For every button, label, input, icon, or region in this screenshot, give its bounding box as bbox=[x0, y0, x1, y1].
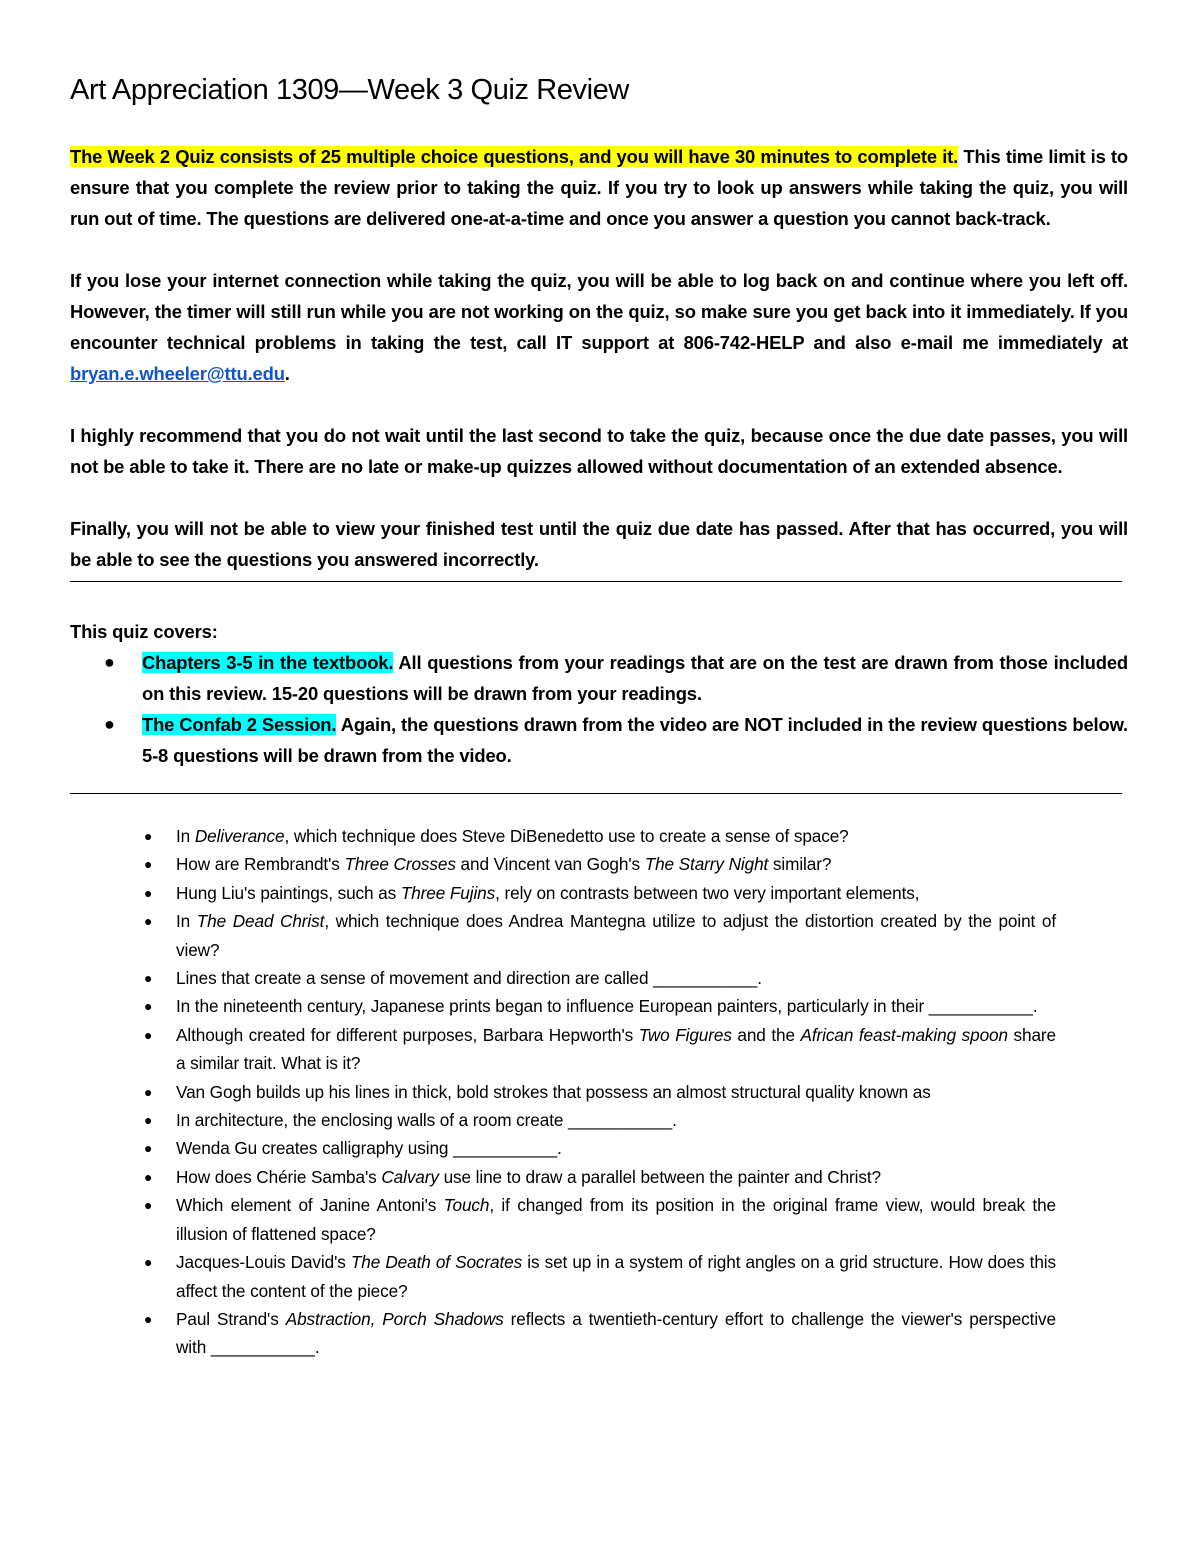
bullet-icon: ● bbox=[144, 970, 153, 987]
highlighted-sentence: The Week 2 Quiz consists of 25 multiple choice questions, and you will have 30 minutes to complete it. bbox=[70, 146, 959, 167]
question-text: Jacques-Louis David's bbox=[176, 1252, 351, 1273]
question-text: reflects a twentieth-century effort to challenge the viewer's perspective with ___________. bbox=[176, 1308, 1057, 1358]
question-text: In bbox=[176, 911, 197, 932]
bullet-icon: ● bbox=[144, 1140, 153, 1157]
question-text: Van Gogh builds up his lines in thick, bold strokes that possess an almost structural quality known as bbox=[176, 1081, 931, 1102]
bullet-icon: ● bbox=[144, 828, 153, 844]
question-text: In bbox=[176, 826, 195, 846]
question-item bbox=[70, 1134, 1056, 1162]
question-text: is set up in a system of right angles on a grid structure. How does this affect the content of the piece? bbox=[176, 1252, 1057, 1301]
bullet-icon: ● bbox=[144, 1197, 153, 1214]
artwork-title: The Death of Socrates bbox=[350, 1252, 523, 1273]
question-item bbox=[70, 1106, 1056, 1134]
question-item bbox=[70, 1248, 1056, 1305]
covers-item bbox=[70, 647, 1128, 709]
bullet-icon: ● bbox=[144, 856, 153, 873]
bullet-icon: ● bbox=[144, 1083, 153, 1100]
question-list bbox=[70, 822, 1128, 1362]
question-item bbox=[70, 907, 1056, 964]
question-text: , which technique does Steve DiBenedetto use to create a sense of space? bbox=[284, 826, 849, 846]
question-text: share a similar trait. What is it? bbox=[176, 1024, 1057, 1074]
covers-list bbox=[70, 647, 1128, 771]
question-item bbox=[70, 1191, 1056, 1248]
bullet-icon: ● bbox=[104, 714, 115, 734]
divider bbox=[70, 793, 1122, 794]
finally-paragraph: Finally, you will not be able to view your finished test until the quiz due date has passed. After that has occurred, you will be able to see the questions you answered incorrectly. bbox=[70, 518, 1128, 570]
intro-text: This time limit is to ensure that you complete the review prior to taking the quiz. If you try to look up answers while taking the quiz, you will run out of time. The questions are delivered one-at-a-time and once you answer a question you cannot back-track. bbox=[70, 146, 1128, 229]
bullet-icon: ● bbox=[144, 1310, 153, 1327]
question-text: Paul Strand's bbox=[176, 1308, 286, 1329]
question-text: How does Chérie Samba's bbox=[176, 1166, 382, 1187]
question-item bbox=[70, 850, 1056, 878]
page-title: Art Appreciation 1309—Week 3 Quiz Review bbox=[70, 74, 629, 106]
question-text: In the nineteenth century, Japanese prints began to influence European painters, particularly in their ___________. bbox=[176, 996, 1038, 1017]
question-item bbox=[70, 1305, 1056, 1362]
question-item bbox=[70, 1021, 1056, 1078]
question-item bbox=[70, 822, 1056, 850]
question-item bbox=[70, 964, 1056, 992]
question-text: similar? bbox=[768, 854, 832, 875]
question-item bbox=[70, 992, 1056, 1020]
question-text: How are Rembrandt's bbox=[176, 854, 345, 875]
question-text: Which element of Janine Antoni's bbox=[176, 1195, 444, 1216]
intro-paragraph bbox=[70, 141, 1128, 234]
question-text: use line to draw a parallel between the painter and Christ? bbox=[438, 1166, 881, 1187]
artwork-title: Touch bbox=[443, 1195, 490, 1216]
bullet-icon: ● bbox=[144, 1026, 153, 1043]
artwork-title: Two Figures bbox=[638, 1024, 732, 1045]
artwork-title: Three Fujins bbox=[400, 882, 496, 903]
artwork-title: The Starry Night bbox=[644, 854, 769, 875]
covers-highlight: Chapters 3-5 in the textbook. bbox=[142, 652, 394, 673]
question-text: In architecture, the enclosing walls of a room create ___________. bbox=[176, 1110, 677, 1131]
email-link[interactable]: bryan.e.wheeler@ttu.edu bbox=[70, 363, 285, 384]
divider bbox=[70, 581, 1122, 582]
artwork-title: Calvary bbox=[381, 1166, 439, 1187]
question-text: Hung Liu's paintings, such as bbox=[176, 882, 401, 903]
covers-item bbox=[70, 709, 1128, 771]
question-text: , rely on contrasts between two very important elements, bbox=[495, 882, 920, 903]
bullet-icon: ● bbox=[144, 913, 153, 930]
bullet-icon: ● bbox=[144, 884, 153, 901]
bullet-icon: ● bbox=[144, 998, 153, 1015]
question-text: , which technique does Andrea Mantegna utilize to adjust the distortion created by the point of view? bbox=[176, 911, 1056, 960]
question-item bbox=[70, 1163, 1056, 1191]
question-item bbox=[70, 1078, 1056, 1106]
bullet-icon: ● bbox=[144, 1168, 153, 1185]
bullet-icon: ● bbox=[104, 652, 115, 672]
connection-text: If you lose your internet connection while taking the quiz, you will be able to log back on and continue where you left off. However, the timer will still run while you are not working on the quiz, so make sure you get back into it immediately. If you encounter technical problems in taking the test, call IT support at 806-742-HELP and also e-mail me immediately at bbox=[70, 270, 1128, 353]
connection-paragraph bbox=[70, 265, 1128, 389]
question-item bbox=[70, 879, 1056, 907]
bullet-icon: ● bbox=[144, 1254, 153, 1271]
question-text: Lines that create a sense of movement and direction are called ___________. bbox=[176, 968, 762, 989]
artwork-title: Three Crosses bbox=[344, 854, 456, 875]
instructions bbox=[70, 141, 1128, 794]
covers-text: All questions from your readings that are on the test are drawn from those included on this review. 15-20 questions will be drawn from your readings. bbox=[142, 652, 1128, 704]
connection-end: . bbox=[284, 363, 290, 384]
question-text: Although created for different purposes, Barbara Hepworth's bbox=[176, 1024, 639, 1045]
artwork-title: Deliverance bbox=[194, 826, 285, 846]
question-text: and the bbox=[731, 1024, 801, 1045]
recommend-paragraph: I highly recommend that you do not wait until the last second to take the quiz, because once the due date passes, you will not be able to take it. There are no late or make-up quizzes allowed without documentation of an extended absence. bbox=[70, 425, 1128, 477]
covers-text: Again, the questions drawn from the video are NOT included in the review questions below. 5-8 questions will be drawn from the video. bbox=[142, 714, 1128, 766]
question-text: Wenda Gu creates calligraphy using ___________. bbox=[176, 1138, 562, 1159]
artwork-title: Abstraction, Porch Shadows bbox=[285, 1308, 504, 1329]
artwork-title: The Dead Christ bbox=[196, 911, 325, 932]
covers-heading: This quiz covers: bbox=[70, 621, 218, 642]
question-text: , if changed from its position in the original frame view, would break the illusion of flattened space? bbox=[176, 1195, 1057, 1244]
artwork-title: African feast-making spoon bbox=[800, 1024, 1008, 1045]
bullet-icon: ● bbox=[144, 1112, 153, 1129]
question-text: and Vincent van Gogh's bbox=[455, 854, 645, 875]
covers-highlight: The Confab 2 Session. bbox=[142, 714, 337, 735]
